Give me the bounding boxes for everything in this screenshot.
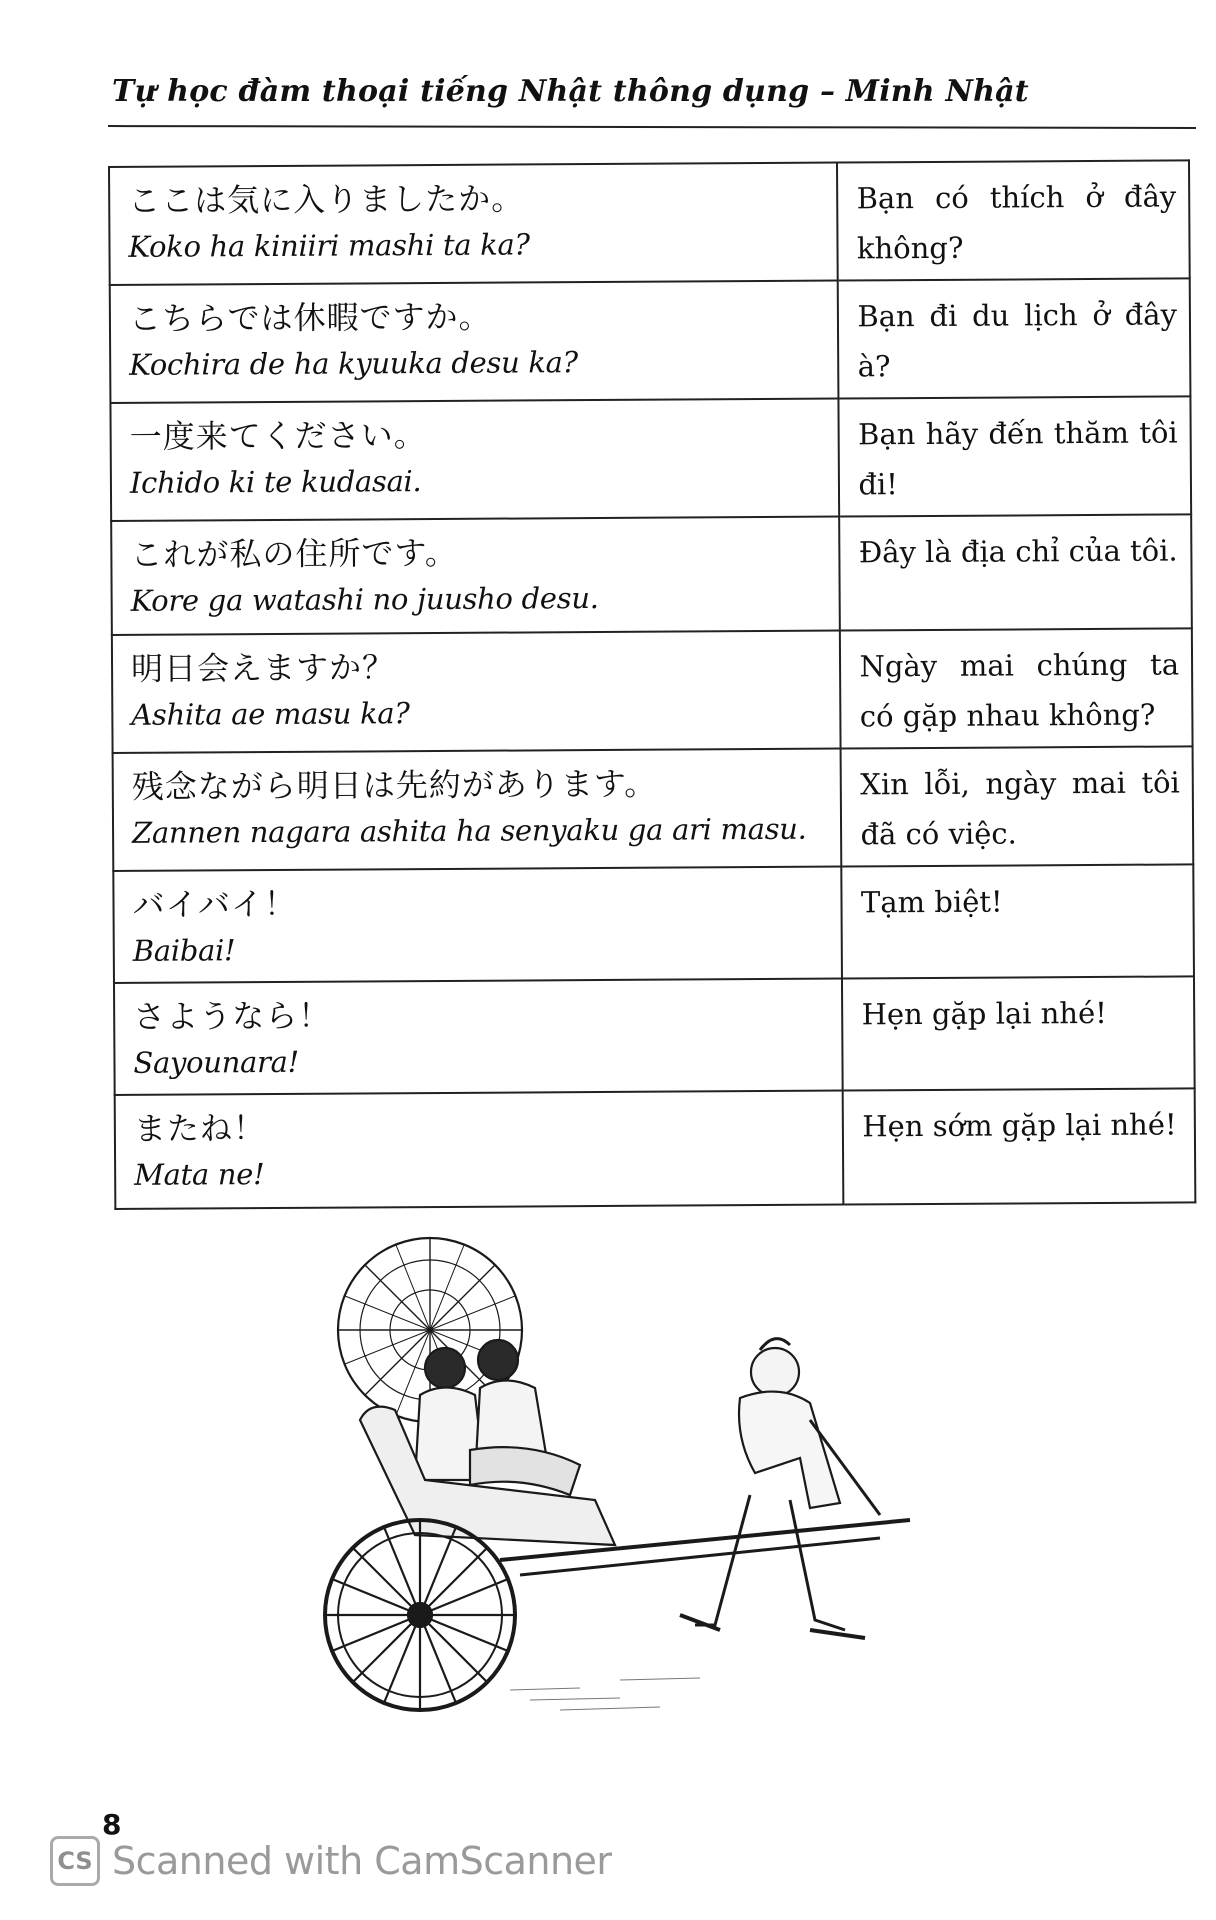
phrase-source-cell [114,979,843,1095]
phrase-source-cell [113,867,842,983]
vietnamese-translation: Tạm biệt! [842,864,1194,978]
phrase-row [112,628,1193,753]
vietnamese-translation: Bạn đi du lịch ở đây à? [838,278,1190,398]
romaji-text: Mata ne! [134,1157,265,1192]
japanese-text: ここは気に入りましたか。 [128,179,525,220]
romaji-text: Kochira de ha kyuuka desu ka? [129,345,578,382]
phrase-source-cell [109,163,838,285]
romaji-text: Ashita ae masu ka? [131,696,410,732]
romaji-text: Kore ga watashi no juusho desu. [130,581,599,618]
japanese-text: 残念ながら明日は先約があります。 [131,764,658,806]
japanese-text: 一度来てください。 [129,416,427,456]
camscanner-watermark [50,1836,612,1886]
phrase-source-cell [110,399,839,521]
vietnamese-translation: Xin lỗi, ngày mai tôi đã có việc. [841,746,1193,866]
phrase-row [110,396,1191,521]
japanese-text: さようなら！ [133,996,332,1036]
phrase-row [113,864,1194,983]
phrase-source-cell [115,1091,844,1209]
running-header: Tự học đàm thoại tiếng Nhật thông dụng – Minh Nhật [112,74,1029,109]
japanese-text: これが私の住所です。 [130,533,458,574]
rickshaw-illustration [320,1220,930,1740]
phrase-source-cell [113,749,842,871]
camscanner-logo-icon: CS [50,1836,100,1886]
romaji-text: Ichido ki te kudasai. [129,464,422,500]
phrase-row [110,278,1191,403]
phrase-source-cell [112,631,841,753]
passengers-icon [415,1340,580,1495]
phrase-table-body [109,160,1195,1209]
japanese-text: バイバイ！ [132,884,298,924]
vietnamese-translation: Ngày mai chúng ta có gặp nhau không? [840,628,1192,748]
phrase-source-cell [110,281,839,403]
phrase-row [115,1088,1196,1209]
vietnamese-translation: Hẹn sớm gặp lại nhé! [843,1088,1195,1204]
japanese-text: 明日会えますか？ [130,648,396,688]
japanese-text: こちらでは休暇ですか。 [128,297,492,338]
vietnamese-translation: Đây là địa chỉ của tôi. [840,514,1192,630]
phrase-row [114,976,1195,1095]
wheel-icon [325,1520,515,1710]
phrase-row [113,746,1194,871]
header-rule [108,125,1196,129]
romaji-text: Sayounara! [133,1044,300,1080]
japanese-text: またね！ [133,1109,267,1148]
phrase-row [109,160,1190,285]
vietnamese-translation: Bạn hãy đến thăm tôi đi! [839,396,1191,516]
ground-hatching-icon [510,1678,700,1710]
romaji-text: Koko ha kiniiri mashi ta ka? [128,227,530,264]
phrase-source-cell [111,517,840,635]
romaji-text: Zannen nagara ashita ha senyaku ga ari masu. [131,811,807,850]
puller-icon [680,1339,880,1638]
page-number: 8 [102,1808,122,1841]
watermark-text: Scanned with CamScanner [112,1839,612,1883]
romaji-text: Baibai! [132,933,236,968]
phrase-table [108,159,1196,1210]
phrase-row [111,514,1192,635]
vietnamese-translation: Bạn có thích ở đây không? [837,160,1189,280]
vietnamese-translation: Hẹn gặp lại nhé! [842,976,1194,1090]
